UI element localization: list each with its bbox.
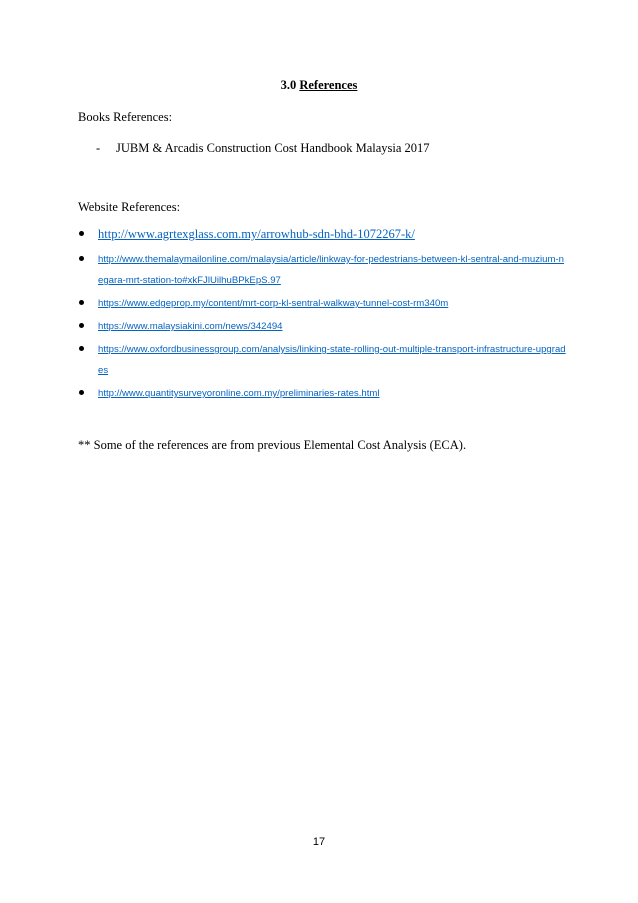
book-reference-text: JUBM & Arcadis Construction Cost Handbook Malaysia 2017 (116, 141, 430, 155)
website-link[interactable]: https://www.malaysiakini.com/news/342494 (98, 321, 283, 332)
website-link[interactable]: https://www.oxfordbusinessgroup.com/analysis/linking-state-rolling-out-multiple-transport-infrastructure-upgrades (98, 344, 566, 376)
bullet-icon (79, 300, 84, 305)
website-link[interactable]: https://www.edgeprop.my/content/mrt-corp-kl-sentral-walkway-tunnel-cost-rm340m (98, 298, 449, 309)
bullet-icon (79, 346, 84, 351)
dash-marker: - (96, 141, 101, 155)
website-references-list (78, 225, 568, 406)
website-link[interactable]: http://www.themalaymailonline.com/malaysia/article/linkway-for-pedestrians-between-kl-sentral-and-muzium-negara-mrt-station-to#xkFJlUilhuBPkEpS.97 (98, 254, 565, 286)
bullet-icon (79, 231, 84, 236)
references-note: ** Some of the references are from previous Elemental Cost Analysis (ECA). (78, 438, 467, 452)
section-heading (0, 78, 638, 93)
website-references-label: Website References: (78, 200, 181, 214)
list-item (78, 293, 568, 314)
section-title: References (299, 78, 358, 92)
bullet-icon (79, 323, 84, 328)
list-item (78, 383, 568, 404)
section-number: 3.0 (280, 78, 297, 92)
bullet-icon (79, 390, 84, 395)
bullet-icon (79, 256, 84, 261)
list-item (78, 316, 568, 337)
book-reference-item (96, 141, 430, 156)
page-number: 17 (312, 836, 326, 848)
list-item (78, 225, 568, 243)
books-references-label: Books References: (78, 110, 173, 124)
list-item (78, 249, 568, 291)
website-link[interactable]: http://www.quantitysurveyoronline.com.my/preliminaries-rates.html (98, 388, 380, 399)
list-item (78, 339, 568, 381)
website-link[interactable]: http://www.agrtexglass.com.my/arrowhub-sdn-bhd-1072267-k/ (98, 227, 415, 241)
